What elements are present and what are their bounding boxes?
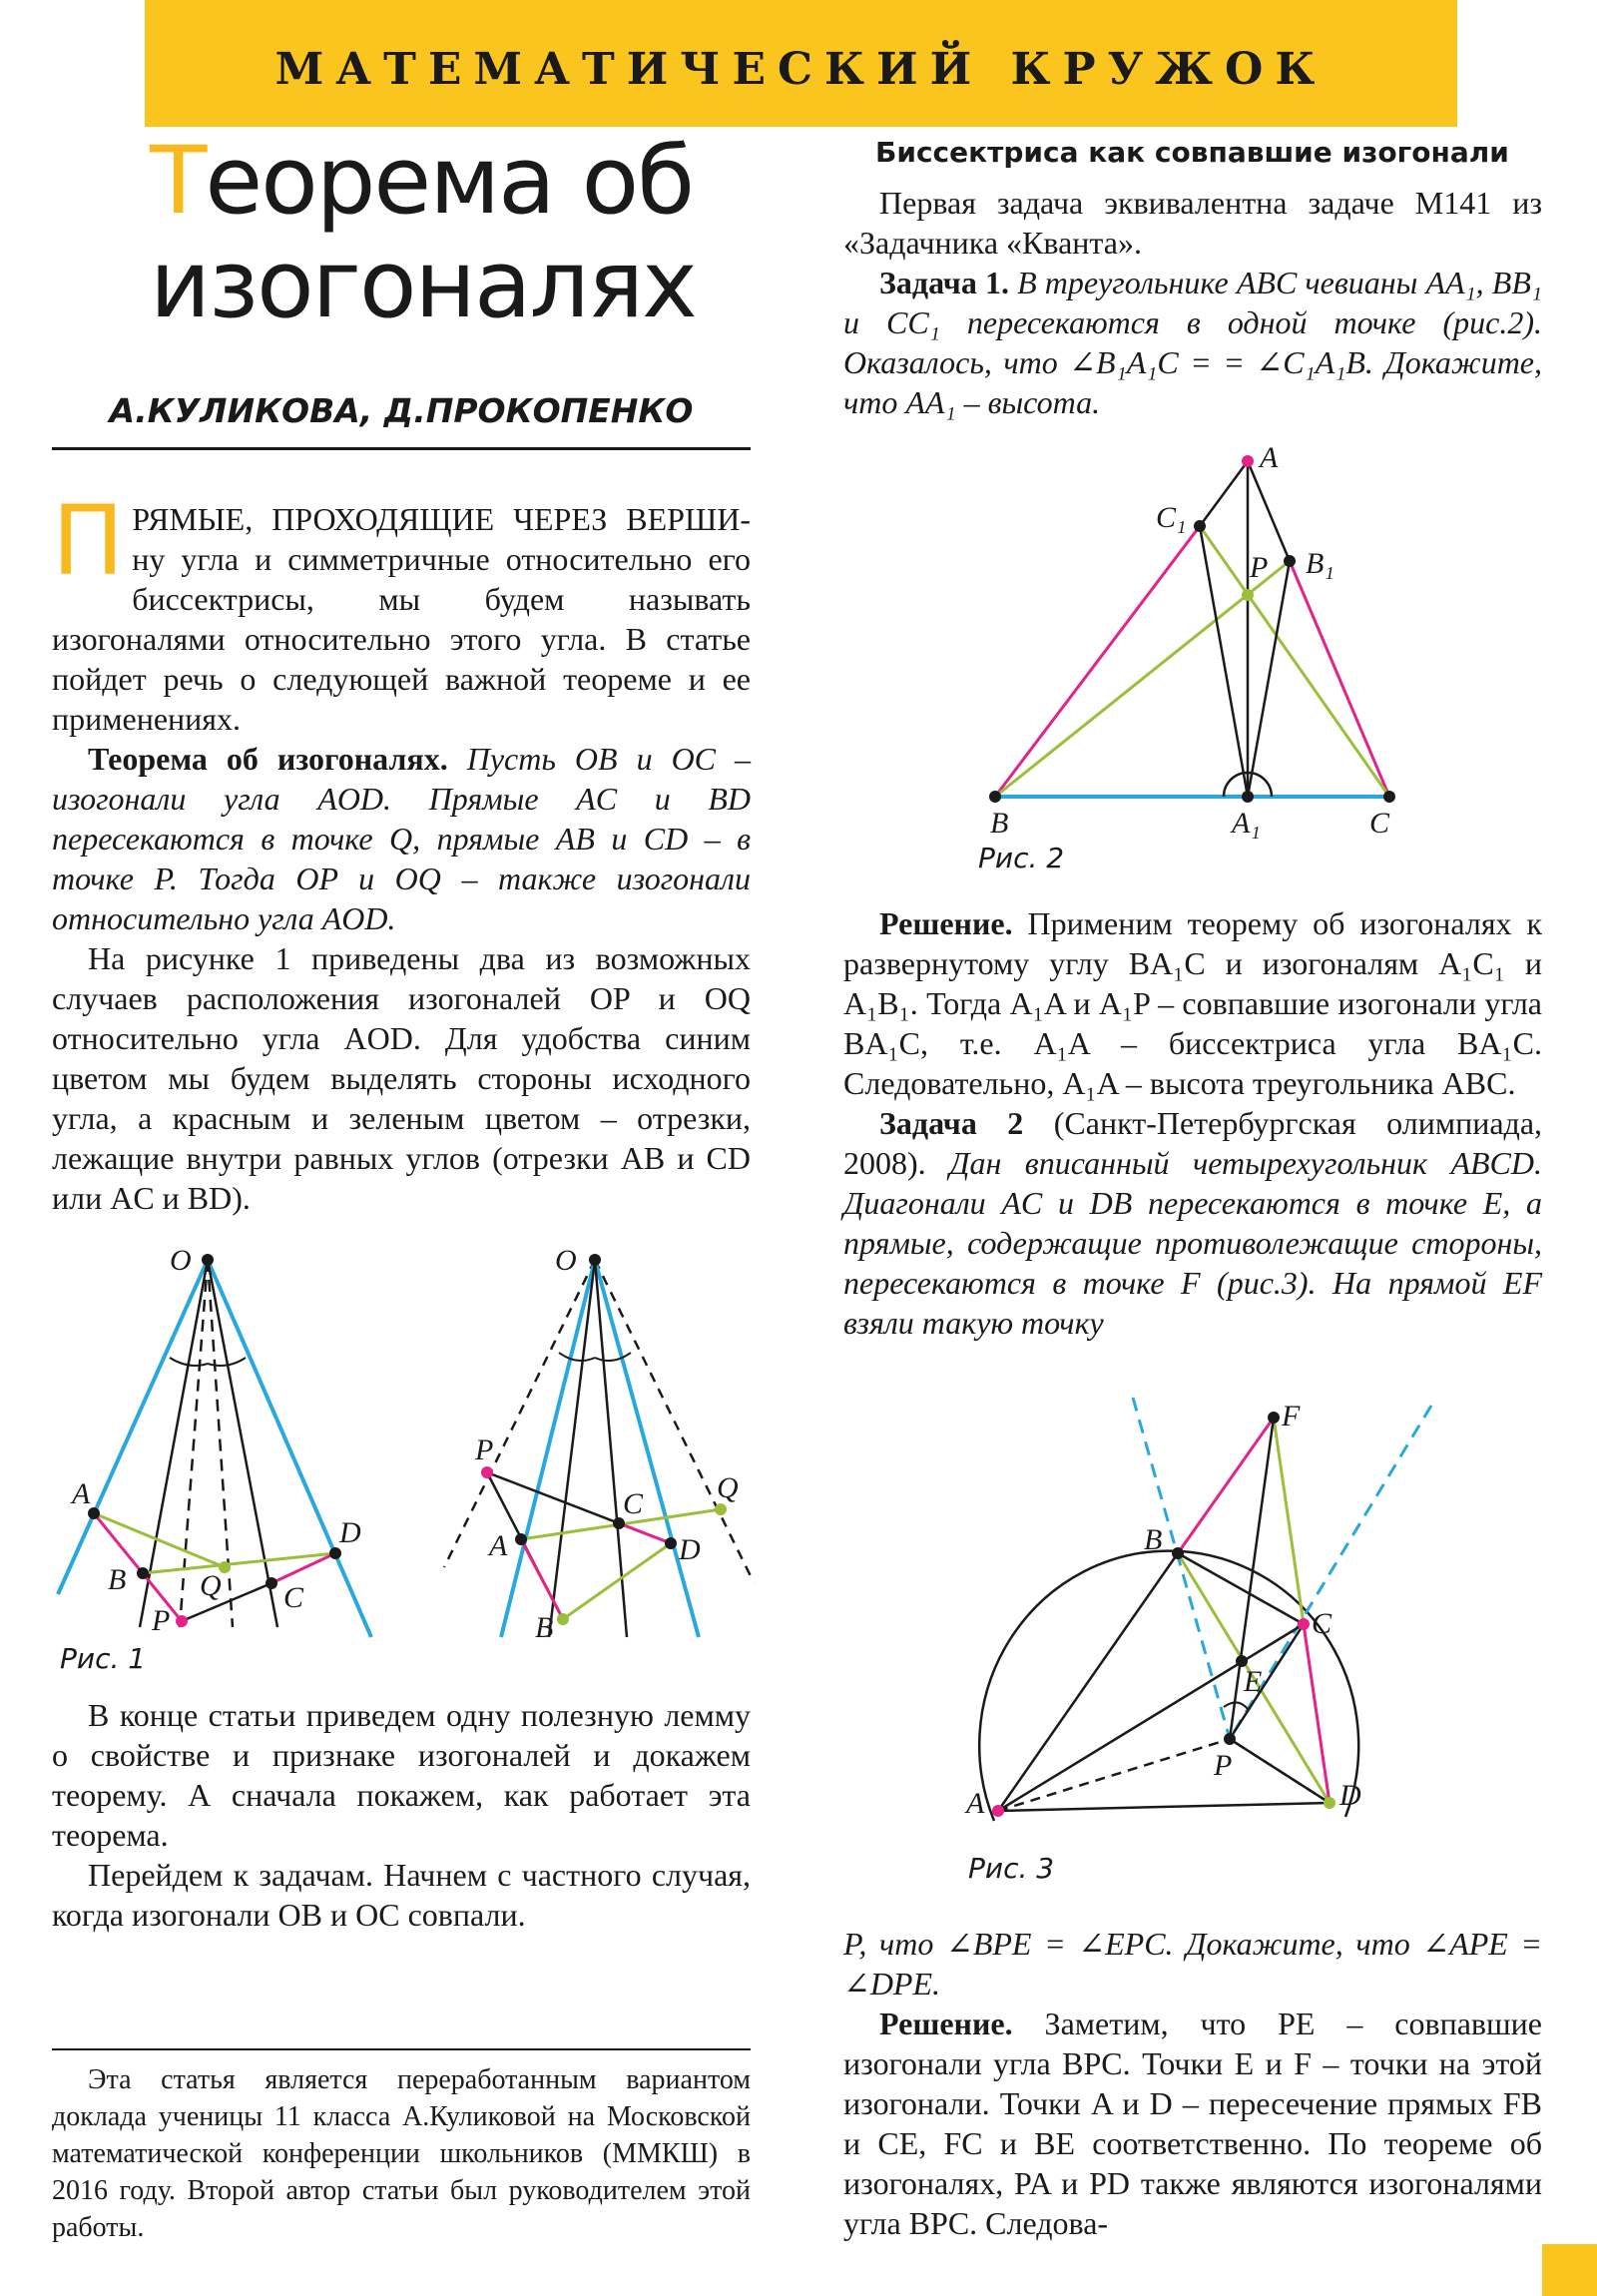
task2-source: (Санкт-Петербургская олимпиада, 2008). (843, 1105, 1543, 1181)
theorem-label: Теорема об изогоналях. (88, 741, 448, 777)
task1-label: Задача 1. (879, 265, 1009, 300)
fig1-left-diagram (58, 1244, 371, 1637)
svg-text:O: O (170, 1244, 192, 1277)
authors-divider (52, 447, 751, 450)
svg-text:B: B (535, 1611, 554, 1644)
svg-text:C: C (623, 1487, 644, 1520)
svg-text:E: E (1244, 1665, 1263, 1698)
title-line2: изогоналях (150, 231, 696, 339)
svg-text:B₁: B₁ (1306, 547, 1334, 580)
svg-text:C: C (1369, 807, 1390, 840)
svg-text:D: D (339, 1516, 361, 1549)
title-line1-rest: еорема об (205, 127, 694, 236)
theorem-text: Пусть OB и OC – изогонали угла AOD. Прямые AC и BD пересекаются в точке Q, прямые AB и CD – в точке P. Тогда OP и OQ – также изогонали относительно угла AOD. (52, 741, 752, 936)
section-banner (145, 0, 1457, 127)
right-column-bottom (843, 1924, 1542, 2243)
svg-text:B: B (108, 1563, 127, 1596)
svg-text:A: A (966, 1787, 985, 1820)
intro-text: ну угла и симметричные относительно его биссектрисы, мы будем называть изогоналями относительно этого угла. В статье пойдет речь о следующей важной теореме и ее применениях. (52, 541, 751, 737)
section-heading: Биссектриса как совпавшие изогонали (875, 136, 1509, 169)
svg-text:A: A (489, 1529, 508, 1562)
footnote-text: Эта статья является переработанным вариантом доклада ученицы 11 класса А.Куликовой на Московской математической конференции школьников (ММКШ) в 2016 году. Второй автор статьи был руководителем этой работы. (52, 2064, 751, 2243)
left-column-top (52, 485, 752, 1218)
article-title (150, 127, 696, 339)
svg-text:P: P (1214, 1749, 1233, 1782)
fig2-caption: Рис. 2 (978, 842, 1065, 874)
solution1-text: Применим теорему об изогоналях к развернутому углу BA₁C и изогоналям A₁C₁ и A₁B₁. Тогда A₁A и A₁P – совпавшие изогонали угла BA₁C, т.е. A₁A – биссектриса угла BA₁C. Следовательно, A₁A – высота треугольника ABC. (843, 905, 1543, 1101)
svg-text:P: P (1250, 551, 1269, 584)
svg-text:C: C (283, 1581, 304, 1614)
svg-text:B: B (990, 807, 1009, 840)
task1-text: В треугольнике ABC чевианы AA₁, BB₁ и CC₁ пересекаются в одной точке (рис.2). Оказалось, что ∠B₁A₁C = = ∠C₁A₁B. Докажите, что AA₁ – высота. (843, 265, 1543, 420)
svg-text:C: C (1312, 1607, 1332, 1640)
task2-continuation: P, что ∠BPE = ∠EPC. Докажите, что ∠APE = ∠DPE. (843, 1926, 1542, 2002)
authors: А.КУЛИКОВА, Д.ПРОКОПЕНКО (109, 391, 694, 430)
svg-text:D: D (1339, 1779, 1361, 1812)
solution2-text: Заметим, что PE – совпавшие изогонали угла BPC. Точки E и F – точки на этой изогонали. Точки A и D – пересечение прямых FB и CE, FC и BE соответственно. По теореме об изогоналях, PA и PD также являются изогоналями угла BPC. Следова- (843, 2006, 1542, 2241)
paragraph-m141: Первая задача эквивалентна задаче М141 из «Задачника «Кванта». (843, 185, 1542, 261)
footnote (52, 2061, 751, 2246)
svg-text:P: P (152, 1604, 171, 1637)
right-column-middle (843, 903, 1542, 1343)
task2-label: Задача 2 (879, 1105, 1024, 1141)
paragraph-fig1-intro: На рисунке 1 приведены два из возможных случаев расположения изогоналей OP и OQ относительно угла AOD. Для удобства синим цветом мы будем выделять стороны исходного угла, а красным и зеленым цветом – отрезки, лежащие внутри равных углов (отрезки AB и CD или AC и BD). (52, 940, 751, 1216)
svg-text:P: P (475, 1434, 494, 1466)
solution1-label: Решение. (879, 905, 1013, 941)
svg-text:Q: Q (200, 1569, 222, 1602)
svg-text:F: F (1282, 1400, 1301, 1433)
task2-text: Дан вписанный четырехугольник ABCD. Диагонали AC и DB пересекаются в точке E, а прямые, содержащие противолежащие стороны, пересекаются в точке F (рис.3). На прямой EF взяли такую точку (843, 1145, 1542, 1341)
right-column-top (843, 183, 1542, 422)
left-column-bottom (52, 1695, 751, 1935)
paragraph-lemma: В конце статьи приведем одну полезную лемму о свойстве и признаке изогоналей и докажем теорему. А сначала покажем, как работает эта теорема. (52, 1697, 751, 1853)
svg-text:D: D (679, 1533, 701, 1566)
svg-text:O: O (555, 1244, 577, 1277)
svg-text:A: A (72, 1477, 91, 1510)
svg-text:A: A (1260, 441, 1279, 474)
svg-text:A₁: A₁ (1232, 807, 1261, 840)
paragraph-tasks-intro: Перейдем к задачам. Начнем с частного случая, когда изогонали OB и OC совпали. (52, 1857, 751, 1933)
svg-text:C₁: C₁ (1156, 501, 1187, 534)
svg-text:Q: Q (717, 1471, 739, 1504)
fig1-caption: Рис. 1 (60, 1642, 147, 1675)
svg-text:B: B (1144, 1523, 1163, 1556)
fig3-caption: Рис. 3 (968, 1852, 1055, 1885)
banner-text: МАТЕМАТИЧЕСКИЙ КРУЖОК (274, 44, 1328, 95)
intro-caps: РЯМЫЕ, ПРОХОДЯЩИЕ ЧЕРЕЗ ВЕРШИ- (132, 501, 751, 537)
page-corner-marker (1542, 2244, 1597, 2296)
title-first-letter: Т (150, 127, 206, 236)
fig1-right-diagram (444, 1244, 754, 1644)
solution2-label: Решение. (879, 2006, 1013, 2041)
footnote-divider (52, 2048, 751, 2050)
dropcap: П (52, 485, 125, 597)
